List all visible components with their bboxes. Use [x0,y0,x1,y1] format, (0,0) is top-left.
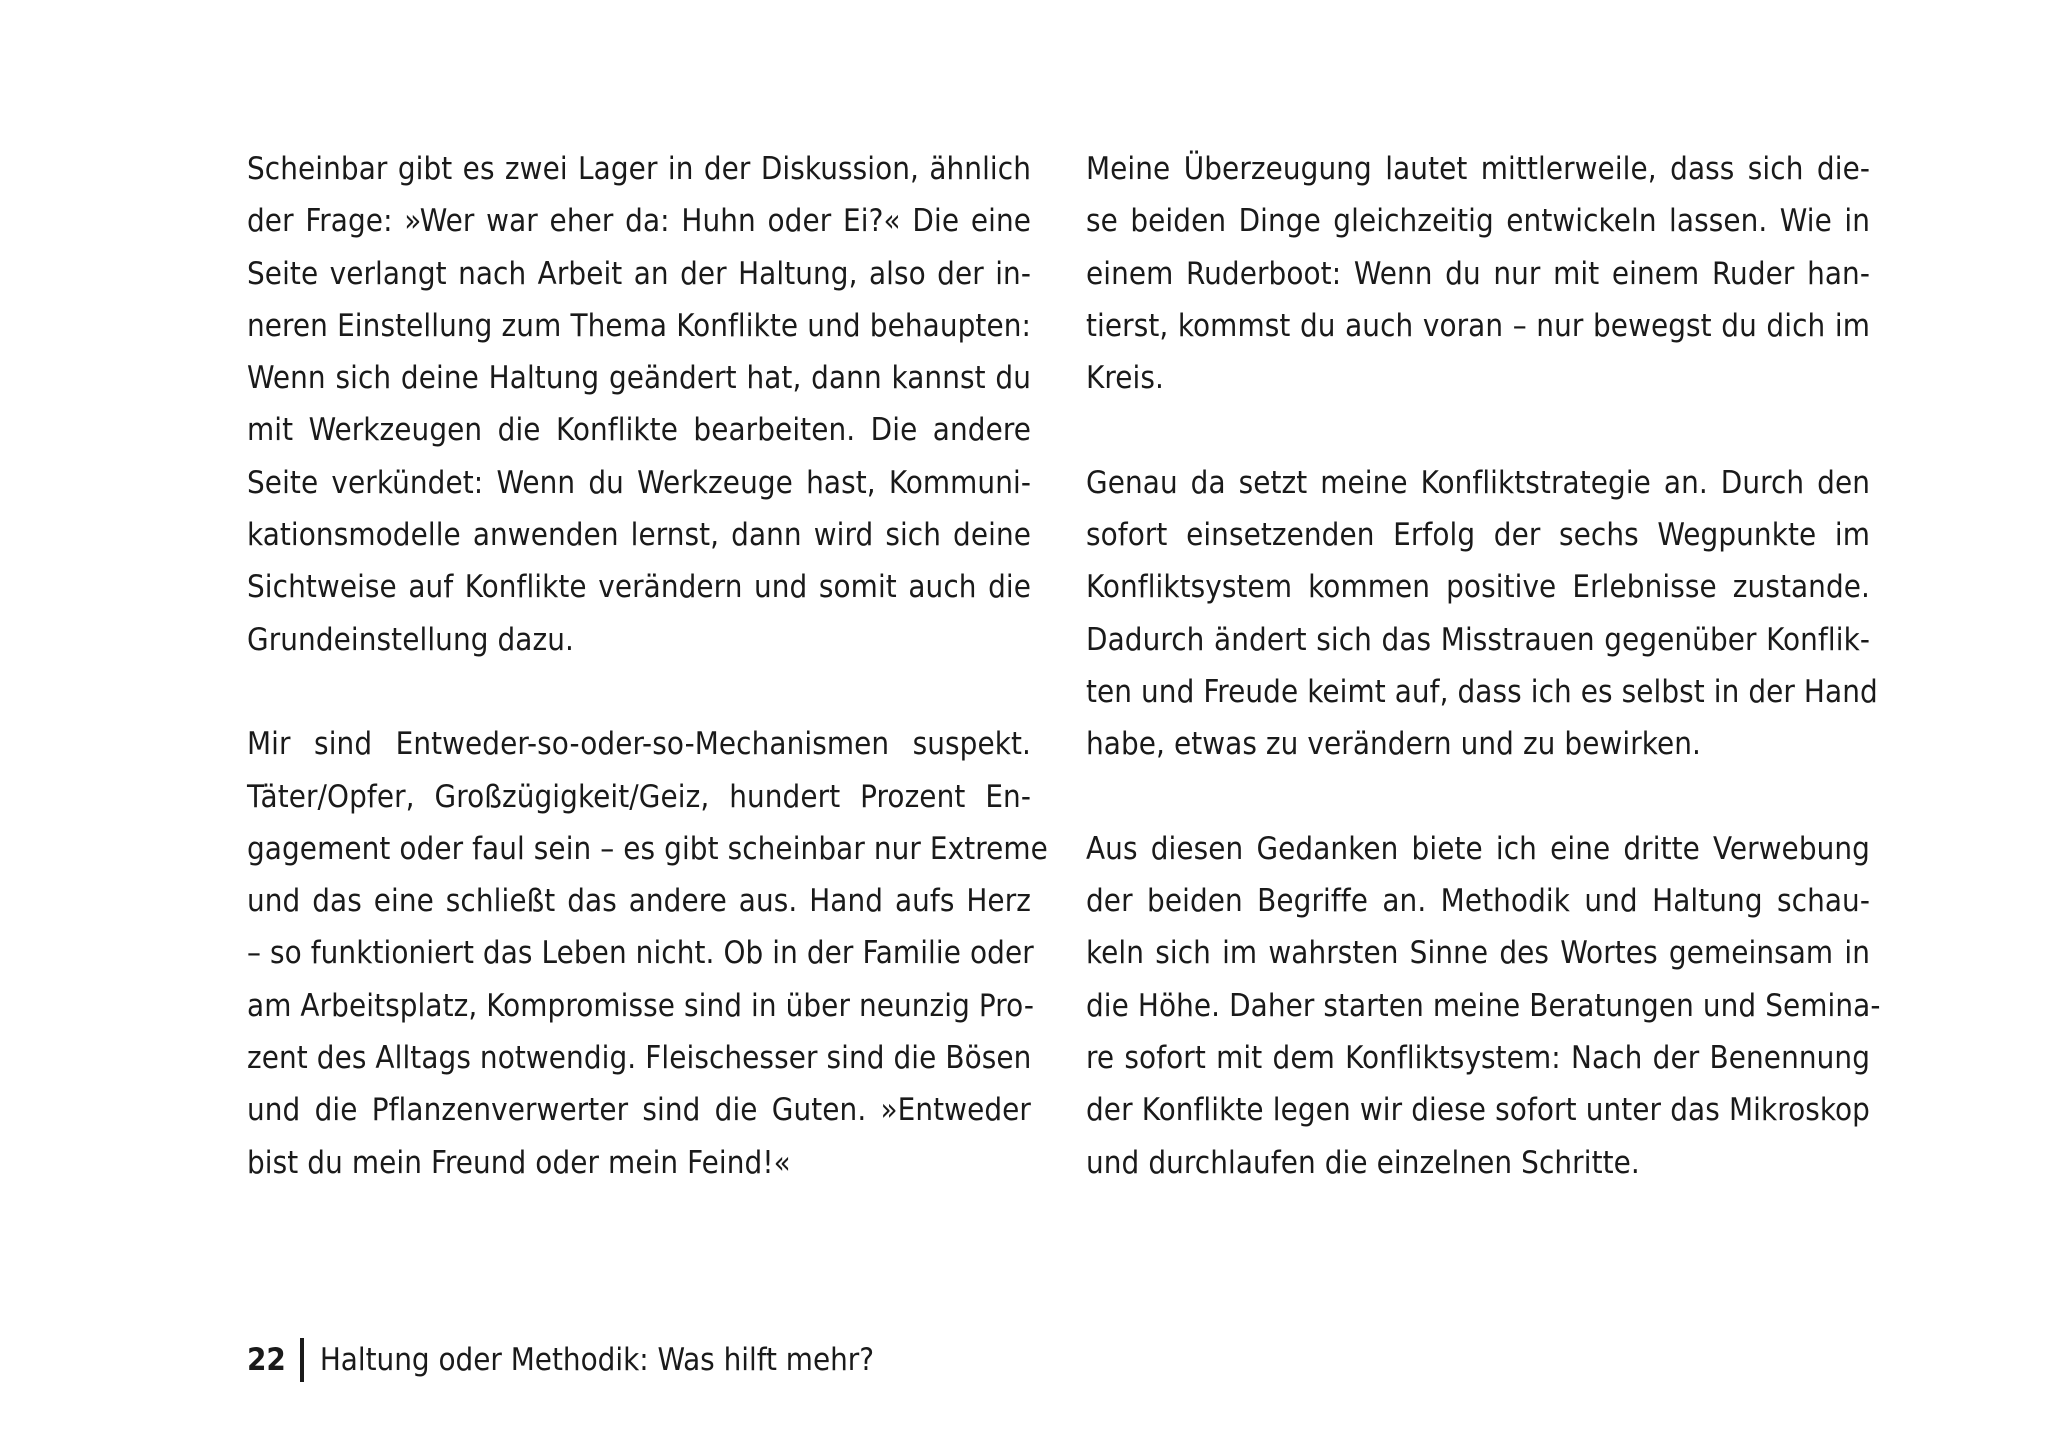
page-number: 22 [247,1342,286,1378]
text-line: re sofort mit dem Konfliktsystem: Nach der Benennung [1086,1040,1870,1077]
text-line: tierst, kommst du auch voran – nur bewegst du dich im [1086,307,1870,344]
text-line: zent des Alltags notwendig. Fleischesser sind die Bösen [247,1040,1032,1077]
text-line: Sichtweise auf Konflikte verändern und somit auch die [247,569,1031,606]
page-footer [247,1336,874,1384]
text-line: keln sich im wahrsten Sinne des Wortes gemeinsam in [1086,935,1870,972]
paragraph [247,718,1048,1189]
text-line: Seite verlangt nach Arbeit an der Haltung, also der in- [247,255,1031,292]
text-line: die Höhe. Daher starten meine Beratungen und Semina- [1086,987,1881,1024]
text-line: der Frage: »Wer war eher da: Huhn oder Ei?« Die eine [247,203,1031,240]
text-line: Grundeinstellung dazu. [247,621,574,658]
text-line: Seite verkündet: Wenn du Werkzeuge hast, Kommuni- [247,464,1031,501]
text-line: einem Ruderboot: Wenn du nur mit einem Ruder han- [1086,255,1870,292]
text-line: bist du mein Freund oder mein Feind!« [247,1144,791,1181]
paragraph [1086,143,1870,404]
text-line: Aus diesen Gedanken biete ich eine dritte Verwebung [1086,830,1870,867]
text-line: sofort einsetzenden Erfolg der sechs Wegpunkte im [1086,517,1870,554]
text-line: Konfliktsystem kommen positive Erlebnisse zustande. [1086,569,1870,606]
text-line: Dadurch ändert sich das Misstrauen gegenüber Konflik- [1086,621,1870,658]
paragraph-gap [1086,771,1870,823]
text-line: mit Werkzeugen die Konflikte bearbeiten. Die andere [247,412,1031,449]
paragraph-gap [247,666,1031,718]
text-line: und die Pflanzenverwerter sind die Guten. »Entweder [247,1092,1031,1129]
left-text-column [247,143,1048,1189]
text-line: Scheinbar gibt es zwei Lager in der Diskussion, ähnlich [247,151,1031,187]
text-line: Meine Überzeugung lautet mittlerweile, dass sich die- [1086,151,1870,187]
right-text-column [1086,143,1881,1189]
chapter-title: Haltung oder Methodik: Was hilft mehr? [319,1342,875,1378]
text-line: Genau da setzt meine Konfliktstrategie an. Durch den [1086,464,1870,501]
paragraph [247,143,1031,666]
paragraph [1086,457,1878,771]
paragraph-gap [1086,404,1870,456]
text-line: ten und Freude keimt auf, dass ich es selbst in der Hand [1086,673,1878,710]
text-line: Mir sind Entweder-so-oder-so-Mechanismen suspekt. [247,726,1031,763]
paragraph [1086,823,1881,1189]
footer-divider [300,1338,304,1382]
text-line: neren Einstellung zum Thema Konflikte und behaupten: [247,307,1031,344]
text-line: Täter/Opfer, Großzügigkeit/Geiz, hundert Prozent En- [247,778,1031,815]
text-line: Wenn sich deine Haltung geändert hat, dann kannst du [247,360,1031,397]
text-line: Kreis. [1086,360,1164,397]
text-line: am Arbeitsplatz, Kompromisse sind in über neunzig Pro- [247,987,1035,1024]
text-line: se beiden Dinge gleichzeitig entwickeln lassen. Wie in [1086,203,1870,240]
text-line: habe, etwas zu verändern und zu bewirken. [1086,726,1701,763]
text-line: und das eine schließt das andere aus. Hand aufs Herz [247,883,1031,920]
text-line: – so funktioniert das Leben nicht. Ob in der Familie oder [247,935,1034,972]
text-line: der Konflikte legen wir diese sofort unter das Mikroskop [1086,1092,1870,1129]
text-line: kationsmodelle anwenden lernst, dann wird sich deine [247,517,1031,554]
text-line: und durchlaufen die einzelnen Schritte. [1086,1144,1640,1181]
text-line: der beiden Begriffe an. Methodik und Haltung schau- [1086,883,1870,920]
text-line: gagement oder faul sein – es gibt scheinbar nur Extreme [247,830,1048,867]
